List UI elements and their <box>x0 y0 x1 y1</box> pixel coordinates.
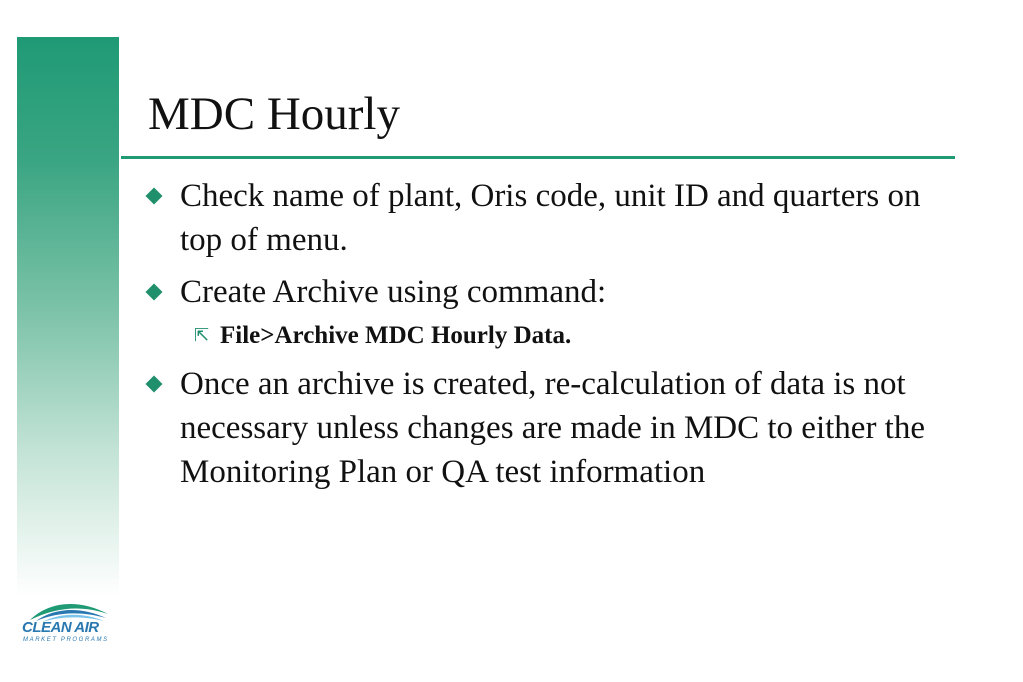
bullet-item <box>148 174 948 262</box>
bullet-text: Check name of plant, Oris code, unit ID and quarters on top of menu. <box>180 178 921 258</box>
bullet-item <box>148 362 948 494</box>
diamond-bullet-icon <box>146 188 163 205</box>
sub-bullet-text: File>Archive MDC Hourly Data. <box>220 322 572 349</box>
bullet-list <box>148 174 948 494</box>
sub-bullet-item <box>194 318 948 354</box>
bullet-text: Create Archive using command: <box>180 274 607 310</box>
diamond-bullet-icon <box>146 376 163 393</box>
slide-title: MDC Hourly <box>148 88 400 140</box>
diamond-bullet-icon <box>146 284 163 301</box>
logo-text: CLEAN AIR <box>22 619 99 636</box>
title-divider <box>121 156 955 159</box>
logo-subtext: MARKET PROGRAMS <box>23 637 109 643</box>
arrow-up-left-icon: ⇱ <box>194 325 210 346</box>
bullet-text: Once an archive is created, re-calculation of data is not necessary unless changes are made in MDC to either the Monitoring Plan or QA test information <box>180 366 925 490</box>
clean-air-logo <box>22 596 114 648</box>
bullet-item <box>148 270 948 314</box>
side-accent-bar <box>17 37 119 597</box>
